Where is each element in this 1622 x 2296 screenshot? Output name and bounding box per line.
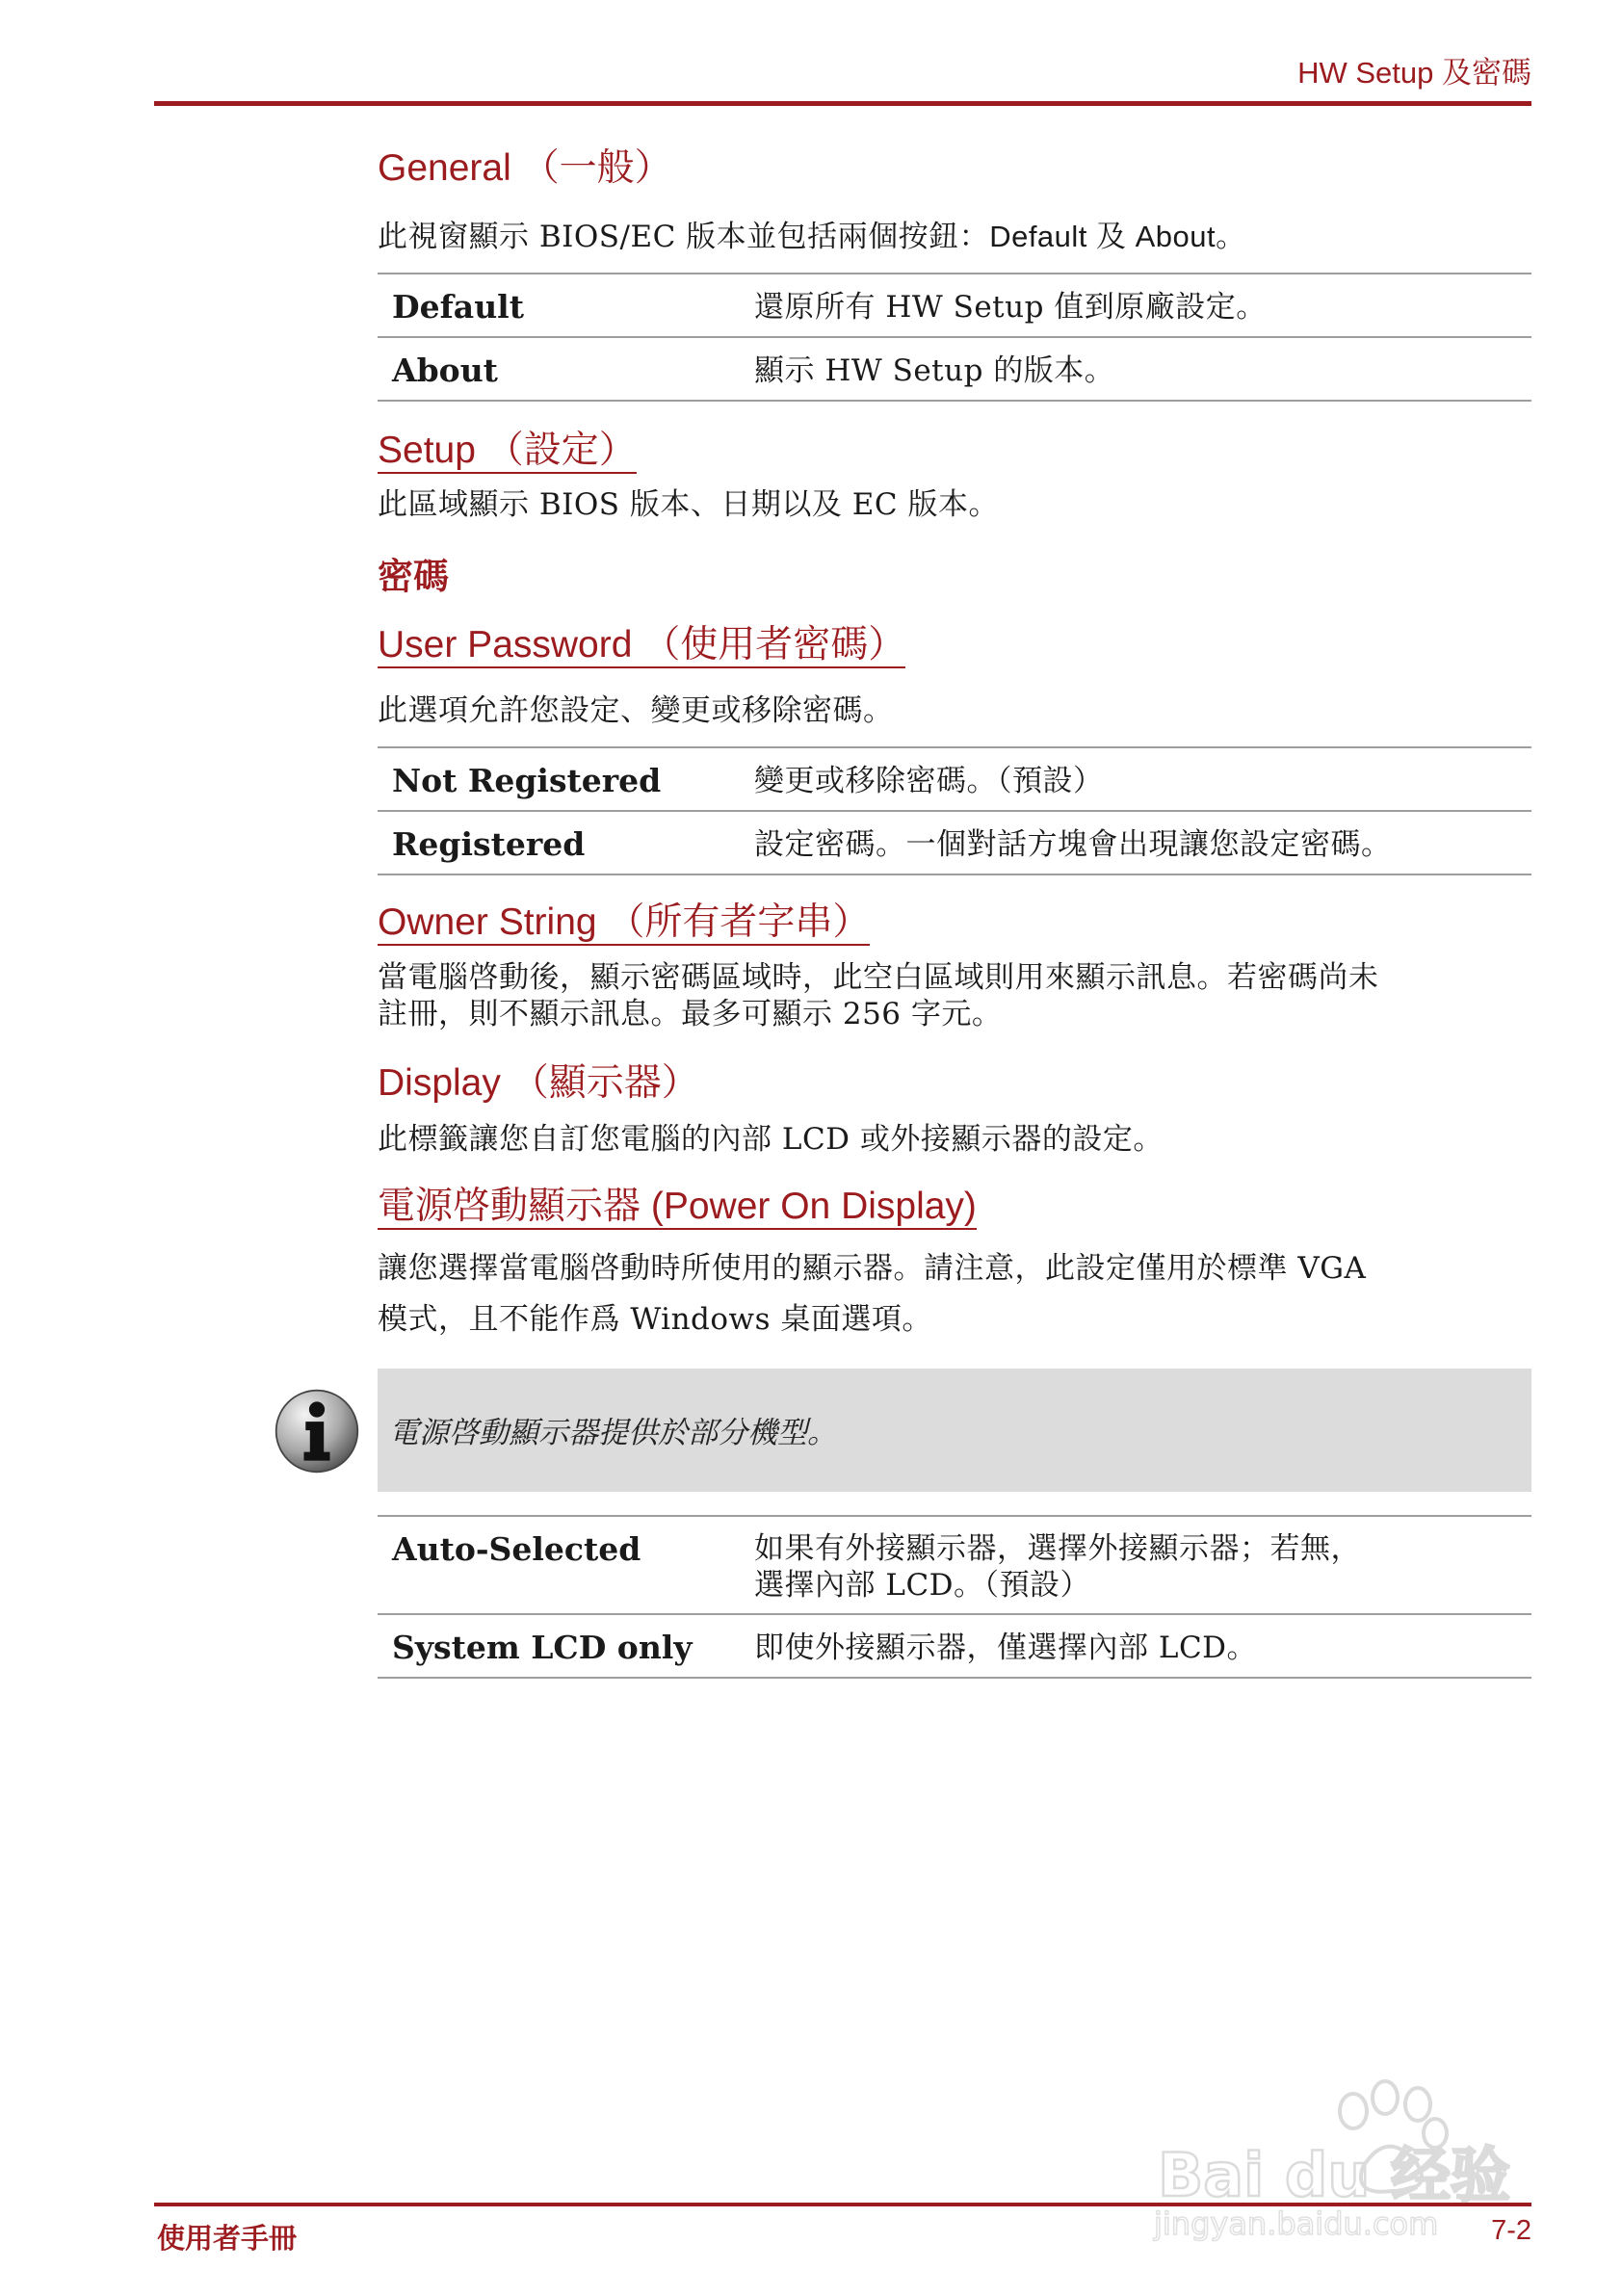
table-row (378, 747, 1531, 811)
desc-system-lcd-only: 即使外接顯示器，僅選擇內部 LCD。 (754, 1614, 1531, 1678)
desc-auto-selected-line1: 如果有外接顯示器，選擇外接顯示器；若無， (754, 1530, 1361, 1566)
footer-manual-title: 使用者手冊 (157, 2224, 298, 2255)
password-heading: 密碼 (378, 556, 449, 596)
power-on-display-line2: 模式，且不能作爲 Windows 桌面選項。 (378, 1301, 932, 1337)
setup-heading: Setup （設定） (378, 430, 637, 474)
watermark-url: jingyan.baidu.com (1154, 2205, 1439, 2242)
table-row (378, 1614, 1531, 1678)
term-default: Default (378, 274, 754, 337)
page-number: 7-2 (1491, 2215, 1531, 2246)
power-on-display-table (378, 1515, 1531, 1679)
general-intro-buttons: Default 及 About (989, 219, 1216, 253)
desc-auto-selected-line2: 選擇內部 LCD。（預設） (754, 1567, 1091, 1603)
user-password-table (378, 746, 1531, 875)
owner-string-body (378, 959, 1531, 1032)
term-about: About (378, 337, 754, 401)
info-icon (274, 1388, 360, 1474)
general-intro (378, 217, 1531, 257)
page-content (378, 146, 1531, 1679)
note-text: 電源啓動顯示器提供於部分機型。 (389, 1416, 837, 1451)
desc-default: 還原所有 HW Setup 值到原廠設定。 (754, 274, 1531, 337)
user-password-body: 此選項允許您設定、變更或移除密碼。 (378, 692, 894, 728)
term-registered: Registered (378, 811, 754, 874)
general-intro-text: 此視窗顯示 BIOS/EC 版本並包括兩個按鈕： (378, 219, 990, 254)
note-box (378, 1369, 1531, 1492)
term-system-lcd-only: System LCD only (378, 1614, 754, 1678)
desc-not-registered: 變更或移除密碼。（預設） (754, 747, 1531, 811)
display-body: 此標籤讓您自訂您電腦的內部 LCD 或外接顯示器的設定。 (378, 1121, 1164, 1157)
power-on-display-line1: 讓您選擇當電腦啓動時所使用的顯示器。請注意，此設定僅用於標準 VGA (378, 1250, 1367, 1286)
owner-string-heading: Owner String （所有者字串） (378, 902, 870, 946)
table-row (378, 337, 1531, 401)
display-heading: Display （顯示器） (378, 1061, 699, 1104)
table-row (378, 1516, 1531, 1614)
baidu-watermark (1146, 2051, 1551, 2244)
power-on-display-body (378, 1243, 1531, 1345)
page-header-title: HW Setup 及密碼 (1297, 56, 1531, 90)
table-row (378, 274, 1531, 337)
watermark-brand: Bai du 经验 (1158, 2140, 1511, 2210)
term-auto-selected: Auto-Selected (378, 1516, 754, 1614)
desc-registered: 設定密碼。一個對話方塊會出現讓您設定密碼。 (754, 811, 1531, 874)
general-heading: General （一般） (378, 147, 672, 189)
general-table (378, 273, 1531, 402)
general-intro-end: 。 (1216, 219, 1246, 254)
owner-string-line1: 當電腦啓動後，顯示密碼區域時，此空白區域則用來顯示訊息。若密碼尚未 (378, 959, 1379, 995)
term-not-registered: Not Registered (378, 747, 754, 811)
setup-body: 此區域顯示 BIOS 版本、日期以及 EC 版本。 (378, 486, 999, 522)
desc-about: 顯示 HW Setup 的版本。 (754, 337, 1531, 401)
table-row (378, 811, 1531, 874)
desc-auto-selected (754, 1516, 1531, 1614)
power-on-display-heading: 電源啓動顯示器 (Power On Display) (378, 1187, 977, 1230)
user-password-heading: User Password （使用者密碼） (378, 625, 905, 668)
header-divider (154, 101, 1531, 106)
owner-string-line2: 註冊，則不顯示訊息。最多可顯示 256 字元。 (378, 996, 1003, 1031)
